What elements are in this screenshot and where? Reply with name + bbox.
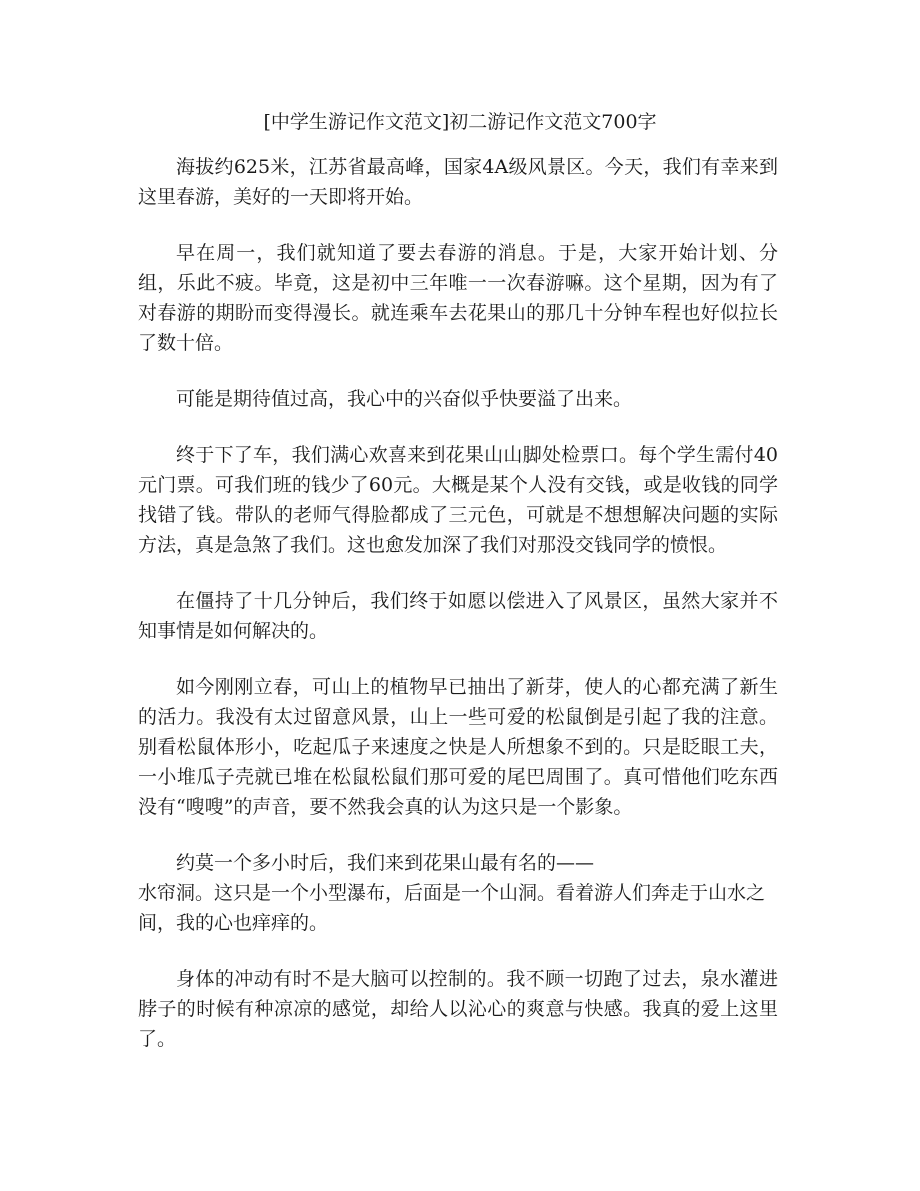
paragraph-4: 终于下了车，我们满心欢喜来到花果山山脚处检票口。每个学生需付40元门票。可我们班的钱少了60元。大概是某个人没有交钱，或是收钱的同学找错了钱。带队的老师气得脸都成了三元色，可就是不想想解决问题的实际方法，真是急煞了我们。这也愈发加深了我们对那没交钱同学的愤恨。 [138, 444, 778, 556]
paragraph-1: 海拔约625米，江苏省最高峰，国家4A级风景区。今天，我们有幸来到这里春游，美好的一天即将开始。 [138, 156, 778, 208]
document-body [138, 152, 778, 1054]
paragraph-7-line-1: 约莫一个多小时后，我们来到花果山最有名的—— [176, 852, 595, 874]
paragraph-2: 早在周一，我们就知道了要去春游的消息。于是，大家开始计划、分组，乐此不疲。毕竟，这是初中三年唯一一次春游嘛。这个星期，因为有了对春游的期盼而变得漫长。就连乘车去花果山的那几十分钟车程也好似拉长了数十倍。 [138, 242, 778, 354]
document-title: [中学生游记作文范文]初二游记作文范文700字 [263, 111, 657, 133]
paragraph-5: 在僵持了十几分钟后，我们终于如愿以偿进入了风景区，虽然大家并不知事情是如何解决的。 [138, 590, 778, 642]
paragraph-6: 如今刚刚立春，可山上的植物早已抽出了新芽，使人的心都充满了新生的活力。我没有太过留意风景，山上一些可爱的松鼠倒是引起了我的注意。别看松鼠体形小，吃起瓜子来速度之快是人所想象不到的。只是眨眼工夫，一小堆瓜子壳就已堆在松鼠松鼠们那可爱的尾巴周围了。真可惜他们吃东西没有“嗖嗖”的声音，要不然我会真的认为这只是一个影象。 [138, 676, 778, 818]
paragraph-8: 身体的冲动有时不是大脑可以控制的。我不顾一切跑了过去，泉水灌进脖子的时候有种凉凉的感觉，却给人以沁心的爽意与快感。我真的爱上这里了。 [138, 968, 778, 1050]
paragraph-3: 可能是期待值过高，我心中的兴奋似乎快要溢了出来。 [176, 388, 633, 410]
paragraph-7 [138, 848, 778, 938]
paragraph-7-continuation: 水帘洞。这只是一个小型瀑布，后面是一个山洞。看着游人们奔走于山水之间，我的心也痒痒的。 [138, 882, 766, 934]
